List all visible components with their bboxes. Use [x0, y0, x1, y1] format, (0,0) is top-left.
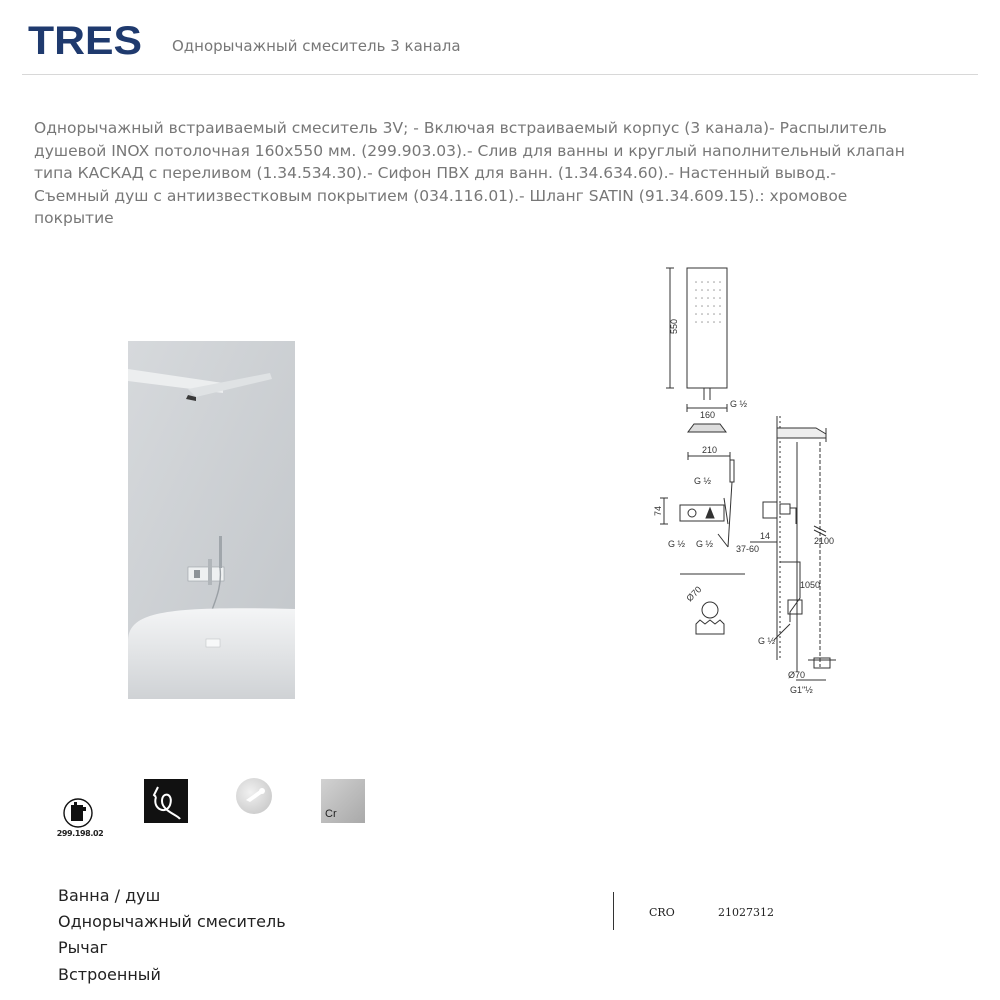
flexible-hose-icon: [144, 779, 188, 823]
chrome-finish-icon: [321, 779, 365, 823]
spec-item: Ванна / душ: [58, 886, 161, 905]
dim-74: 74: [653, 505, 663, 516]
spec-item: Однорычажный смеситель: [58, 912, 286, 931]
product-description: Однорычажный встраиваемый смеситель 3V; - Включая встраиваемый корпус (3 канала)- Распылитель душевой INOX потолочная 160x550 мм. (299.903.03).- Слив для ванны и круглый наполнительный клапан типа КАСКАД с переливом (1.34.534.30).- Сифон ПВХ для ванн. (1.34.634.60).- Настенный вывод.- Съемный душ с антиизвестковым покрытием (034.116.01).- Шланг SATIN (91.34.609.15).: хромовое покрытие: [34, 119, 905, 227]
dim-1050: 1050: [800, 580, 821, 590]
embedded-box-icon: [58, 796, 98, 830]
dim-g12-mid: G ½: [696, 539, 714, 549]
dim-160: 160: [700, 410, 716, 420]
dim-550: 550: [669, 318, 679, 334]
technical-drawing: [650, 262, 862, 708]
dim-14: 14: [760, 531, 771, 541]
dim-37-60: 37-60: [736, 544, 760, 554]
box-code-label: 299.198.02: [56, 829, 104, 838]
finish-code: CRO: [649, 906, 675, 919]
dim-d70-right: Ø70: [788, 670, 806, 680]
article-number: 21027312: [718, 906, 774, 919]
dim-d70-left: Ø70: [684, 584, 704, 604]
dim-g12-top: G ½: [730, 399, 748, 409]
tres-logo-text: TRES: [28, 19, 142, 62]
product-photo: [128, 341, 295, 699]
dim-g1-12: G1"½: [790, 685, 813, 695]
dim-g12-low: G ½: [758, 636, 776, 646]
dim-g12-body: G ½: [694, 476, 712, 486]
dim-g12-left: G ½: [668, 539, 686, 549]
dim-2100: 2100: [814, 536, 835, 546]
shower-plate-front: [687, 268, 727, 388]
tres-logo: [28, 18, 148, 62]
page-title: Однорычажный смеситель 3 канала: [172, 37, 461, 55]
dim-210: 210: [702, 445, 718, 455]
chrome-label: Cr: [325, 808, 337, 820]
spec-item: Встроенный: [58, 965, 161, 984]
spec-divider: [613, 892, 614, 930]
hand-shower-icon: [234, 776, 274, 816]
spec-item: Рычаг: [58, 938, 108, 957]
mixer-body-front: [680, 505, 724, 521]
header-divider: [22, 74, 978, 75]
